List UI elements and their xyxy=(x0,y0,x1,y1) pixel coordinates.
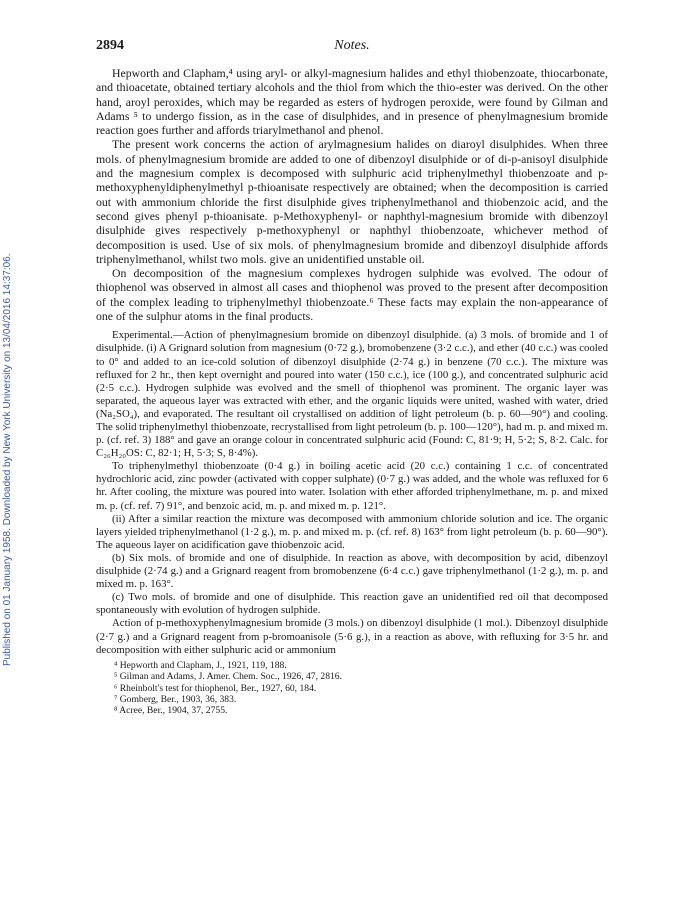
footnote: ⁷ Gomberg, Ber., 1903, 36, 383. xyxy=(114,693,237,705)
footnote: ⁶ Rheinbolt's test for thiophenol, Ber., 1927, 60, 184. xyxy=(114,682,317,694)
experimental-paragraph: (c) Two mols. of bromide and one of disulphide. This reaction gave an unidentified red oil that decomposed spontaneously with evolution of hydrogen sulphide. xyxy=(96,591,608,617)
body-text xyxy=(96,66,608,323)
footnote: ⁵ Gilman and Adams, J. Amer. Chem. Soc., 1926, 47, 2816. xyxy=(114,671,342,683)
experimental-paragraph: (b) Six mols. of bromide and one of disulphide. In reaction as above, with decomposition by acid, dibenzoyl disulphide (2·74 g.) and a Grignard reagent from bromobenzene (6·4 c.c.) gave triphenylmethanol (1·2 g.), m. p. and mixed m. p. 163°. xyxy=(96,551,608,591)
experimental-paragraph: To triphenylmethyl thiobenzoate (0·4 g.) in boiling acetic acid (20 c.c.) containing 1 c.c. of concentrated hydrochloric acid, zinc powder (activated with copper sulphate) (0·7 g.) was added, and the whole was refluxed for 6 hr. After cooling, the mixture was poured into water. Isolation with ether afforded triphenylmethane, m. p. and mixed m. p. (cf. ref. 7) 91°, and benzoic acid, m. p. and mixed m. p. 121°. xyxy=(96,460,608,512)
paragraph: The present work concerns the action of arylmagnesium halides on diaroyl disulphides. When three mols. of phenylmagnesium bromide are added to one of dibenzoyl disulphide or of di-p-anisoyl disulphide and the magnesium complex is decomposed with sulphuric acid triphenylmethyl thiobenzoate and p-methoxyphenyldiphenylmethyl p-thioanisate respectively are obtained; when the decomposition is carried out with ammonium chloride the first disulphide gives triphenylmethanol and thiobenzoic acid, and the second gives phenyl p-thioanisate. p-Methoxyphenyl- or naphthyl-magnesium bromide with dibenzoyl disulphide gives respectively p-methoxyphenyl or naphthyl thiobenzoate, whichever method of decomposition is used. Use of six mols. of phenylmagnesium bromide and dibenzoyl disulphide affords triphenylmethanol, whilst two mols. give an unidentified unstable oil. xyxy=(96,137,608,266)
experimental-paragraph: (ii) After a similar reaction the mixture was decomposed with ammonium chloride solution and ice. The organic layers yielded triphenylmethanol (1·2 g.), m. p. and mixed m. p. (cf. ref. 8) 163° from light petroleum (b. p. 60—90°). The aqueous layer on acidification gave thiobenzoic acid. xyxy=(96,512,608,551)
footnote: ⁴ Hepworth and Clapham, J., 1921, 119, 188. xyxy=(114,659,287,671)
experimental-paragraph: Experimental.—Action of phenylmagnesium bromide on dibenzoyl disulphide. (a) 3 mols. of bromide and 1 of disulphide. (i) A Grignard solution from magnesium (0·72 g.), bromobenzene (3·2 c.c.), and ether (40 c.c.) was cooled to 0° and added to an ice-cold solution of dibenzoyl disulphide (2·74 g.) in benzene (70 c.c.). The mixture was refluxed for 2 hr., then kept overnight and poured into water (150 c.c.), ice (100 g.), and concentrated sulphuric acid (2·5 c.c.). Hydrogen sulphide was evolved and the smell of thiophenol was prominent. The organic layer was separated, the aqueous layer was extracted with ether, and the organic liquids were united, washed with water, dried (Na₂SO₄), and evaporated. The resultant oil crystallised on addition of light petroleum (b. p. 60—90°) and cooling. The solid triphenylmethyl thiobenzoate, recrystallised from light petroleum (b. p. 100—120°), had m. p. and mixed m. p. (cf. ref. 3) 188° and gave an orange colour in concentrated sulphuric acid (Found: C, 81·9; H, 5·2; S, 8·2. Calc. for C₂₆H₂₀OS: C, 82·1; H, 5·3; S, 8·4%). xyxy=(96,329,608,460)
paragraph: On decomposition of the magnesium complexes hydrogen sulphide was evolved. The odour of thiophenol was observed in almost all cases and thiophenol was proved to the present after decomposition of the complex leading to triphenylmethyl thiobenzoate.⁶ These facts may explain the non-appearance of one of the sulphur atoms in the final products. xyxy=(96,266,608,324)
running-title: Notes. xyxy=(334,38,370,53)
paragraph: Hepworth and Clapham,⁴ using aryl- or alkyl-magnesium halides and ethyl thiobenzoate, thiocarbonate, and thioacetate, obtained tertiary alcohols and the thiol from which the thio-ester was derived. On the other hand, aroyl peroxides, which may be regarded as esters of hydrogen peroxide, were found by Gilman and Adams ⁵ to undergo fission, as in the case of disulphides, and in presence of phenylmagnesium bromide reaction goes further and affords triarylmethanol and phenol. xyxy=(96,66,608,138)
footnote: ⁸ Acree, Ber., 1904, 37, 2755. xyxy=(114,705,228,717)
page-header xyxy=(96,38,608,58)
experimental-section xyxy=(96,329,608,656)
footnotes xyxy=(96,660,608,717)
journal-page xyxy=(96,38,608,717)
page-number: 2894 xyxy=(96,38,124,53)
download-watermark: Published on 01 January 1958. Downloaded by New York University on 13/04/2016 14:37:06. xyxy=(2,253,13,667)
experimental-paragraph: Action of p-methoxyphenylmagnesium bromide (3 mols.) on dibenzoyl disulphide (1 mol.). Dibenzoyl disulphide (2·7 g.) and a Grignard reagent from p-bromoanisole (5·6 g.), in a reaction as above, with refluxing for 3·5 hr. and decomposition with either sulphuric acid or ammonium xyxy=(96,617,608,656)
